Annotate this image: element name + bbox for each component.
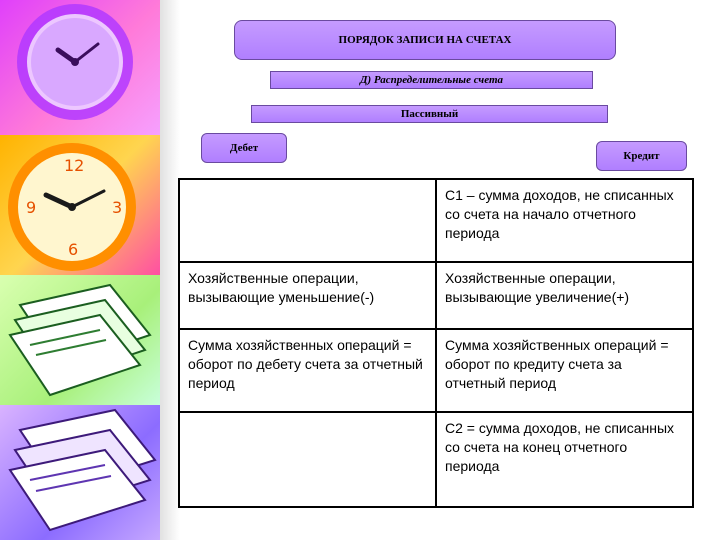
credit-cell: Хозяйственные операции, вызывающие увеличение(+) [436,262,693,329]
debit-label: Дебет [201,133,287,163]
svg-text:6: 6 [68,240,79,259]
debit-cell [179,412,436,507]
table-row [179,262,693,329]
clock-icon [0,135,160,275]
svg-text:12: 12 [64,156,85,175]
debit-cell [179,179,436,262]
debit-cell: Сумма хозяйственных операций = оборот по дебету счета за отчетный период [179,329,436,412]
table-row [179,329,693,412]
papers-icon [0,275,160,405]
credit-label: Кредит [596,141,687,171]
credit-cell: С1 – сумма доходов, не списанных со счета на начало отчетного периода [436,179,693,262]
papers-icon [0,405,160,540]
account-type-label: Пассивный [251,105,608,123]
svg-text:9: 9 [26,198,37,217]
debit-cell: Хозяйственные операции, вызывающие уменьшение(-) [179,262,436,329]
strip-shadow [160,0,180,540]
decorative-strip [0,0,160,540]
table-row [179,179,693,262]
clock-icon [0,0,160,135]
credit-cell: С2 = сумма доходов, не списанных со счета на конец отчетного периода [436,412,693,507]
credit-cell: Сумма хозяйственных операций = оборот по кредиту счета за отчетный период [436,329,693,412]
decor-panel-violet-papers [0,405,160,540]
section-subtitle: Д) Распределительные счета [270,71,593,89]
decor-panel-green-papers [0,275,160,405]
decor-panel-purple-clock [0,0,160,135]
decor-panel-orange-clock [0,135,160,275]
t-account-table [178,178,694,508]
svg-text:3: 3 [112,198,123,217]
table-row [179,412,693,507]
page-title: ПОРЯДОК ЗАПИСИ НА СЧЕТАХ [234,20,616,60]
